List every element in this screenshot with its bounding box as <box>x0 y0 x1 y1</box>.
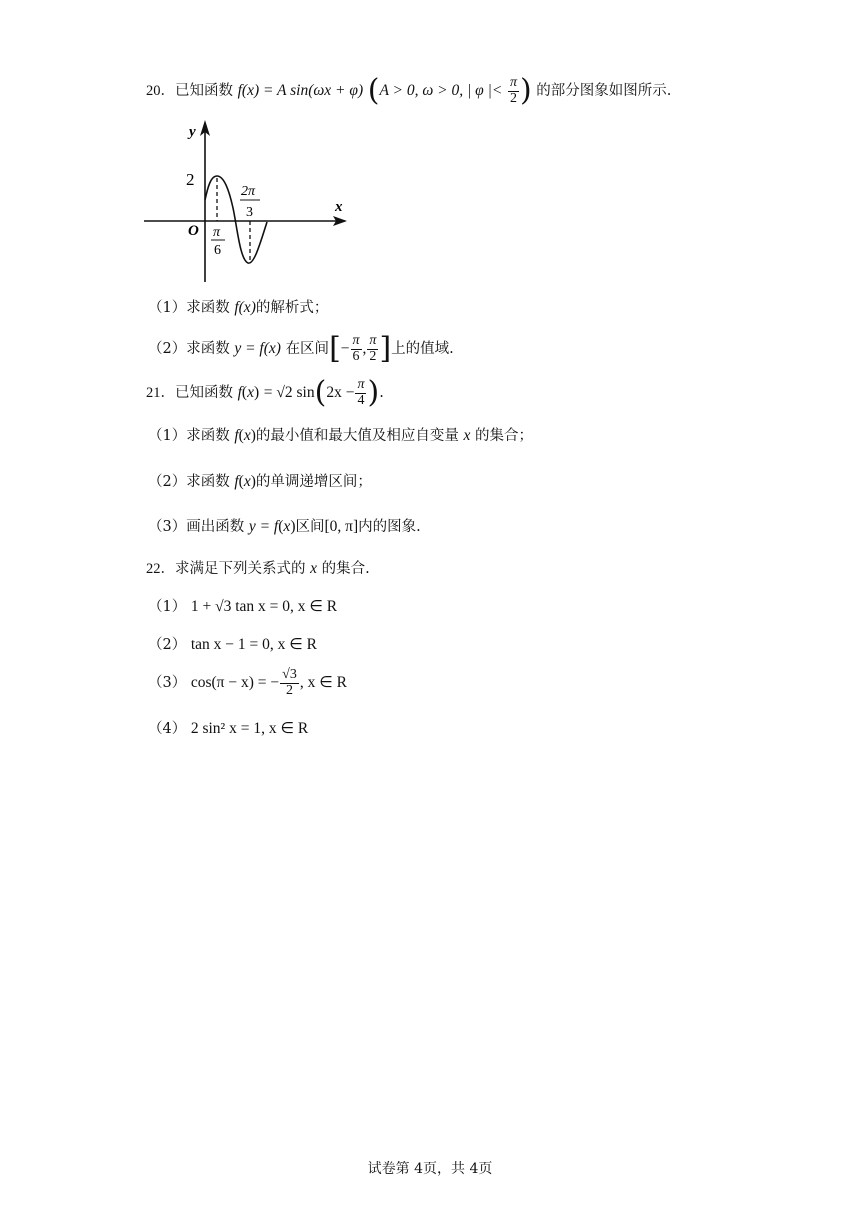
frac-num: π <box>352 333 360 348</box>
frac-num: π <box>509 75 517 90</box>
tick-pi6-num: π <box>213 225 221 240</box>
page-footer: 试卷第 4页，共 4页 <box>367 1161 493 1177</box>
item-label: （4） <box>148 721 187 737</box>
paren: ( <box>238 427 244 444</box>
q20-cond-fraction <box>508 76 519 106</box>
tick-2pi3-den: 3 <box>246 205 253 220</box>
bracket-close: ] <box>352 518 359 535</box>
sub-label: （1） <box>148 300 187 316</box>
sub-x: x <box>283 518 291 535</box>
y-axis-label: y <box>189 124 196 140</box>
q21-sub2 <box>148 473 372 492</box>
interval-frac-1 <box>351 334 362 364</box>
bracket-open: [ <box>329 331 341 367</box>
q20-prefix: 已知函数 <box>175 83 233 100</box>
item-fraction <box>280 668 299 698</box>
sub-text: 画出函数 <box>186 519 245 535</box>
sub-label: （3） <box>148 519 187 535</box>
q22-item-3 <box>148 668 347 698</box>
q21-sub1 <box>148 427 533 446</box>
frac-den: 2 <box>369 348 377 364</box>
item-label: （3） <box>148 675 187 692</box>
item-expr: 2 sin² x = 1, x ∈ R <box>190 720 309 737</box>
sub-var: x <box>463 427 471 444</box>
frac-num: √3 <box>282 667 297 682</box>
sub-x: x <box>243 473 251 490</box>
q20-condition: A > 0, ω > 0, | φ |< <box>379 82 503 100</box>
x-axis-label: x <box>335 199 343 215</box>
paren: ( <box>238 473 244 490</box>
item-expr: 1 + √3 tan x = 0, x ∈ R <box>190 598 338 615</box>
item-expr: cos(π − x) = − <box>190 674 280 692</box>
q20-sub2 <box>148 331 454 367</box>
q20-stem <box>146 73 672 109</box>
q22-item-1 <box>148 598 337 617</box>
q21-rhs: = √2 sin <box>263 384 315 402</box>
sub-text: 求函数 <box>186 341 230 358</box>
sub-interval: 0, π <box>329 518 353 535</box>
tick-2pi3-num: 2π <box>241 184 256 199</box>
q22-item-4 <box>148 720 308 739</box>
frac-num: π <box>357 377 365 392</box>
q21-end: . <box>379 385 384 402</box>
q22-text: 求满足下列关系式的 <box>175 561 306 577</box>
paren: ) <box>290 518 296 535</box>
interval-frac-2 <box>367 334 378 364</box>
q22-var: x <box>310 560 317 577</box>
q20-number: 20． <box>146 83 175 100</box>
paren: ) <box>253 384 260 402</box>
bracket-close: ] <box>379 331 392 367</box>
item-label: （2） <box>148 637 187 653</box>
q20-sub1 <box>148 299 328 318</box>
q21-fraction <box>355 378 366 408</box>
sub-label: （2） <box>148 341 187 358</box>
sub-f: f <box>234 473 239 490</box>
q21-stem <box>146 375 384 411</box>
frac-den: 2 <box>285 682 293 698</box>
sub-text: 上的值域. <box>391 341 454 358</box>
sub-f: f <box>234 427 239 444</box>
sub-text: 的解析式； <box>255 300 329 316</box>
item-expr: tan x − 1 = 0, x ∈ R <box>190 636 317 653</box>
item-expr: , x ∈ R <box>299 674 347 692</box>
sub-text: 求函数 <box>186 428 230 444</box>
paren: ( <box>241 384 248 402</box>
paren: ) <box>250 427 256 444</box>
comma: , <box>362 340 367 358</box>
paren: ) <box>250 473 256 490</box>
q22-stem <box>146 560 370 579</box>
paren: ( <box>278 518 284 535</box>
sub-text: 的最小值和最大值及相应自变量 <box>255 428 459 444</box>
paren-open: ( <box>314 375 327 411</box>
q20-function: f(x) = A sin(ωx + φ) <box>237 82 364 100</box>
q21-number: 21． <box>146 385 175 402</box>
bracket-open: [ <box>324 518 330 535</box>
q21-inner: 2x − <box>326 384 355 402</box>
paren-open: ( <box>367 73 380 109</box>
sub-text: 的集合； <box>475 428 533 444</box>
sine-graph <box>140 112 360 288</box>
frac-num: π <box>369 333 377 348</box>
q22-text: 的集合. <box>321 561 370 577</box>
tick-pi6-den: 6 <box>214 243 221 258</box>
q21-prefix: 已知函数 <box>175 385 233 402</box>
frac-den: 6 <box>352 348 360 364</box>
item-label: （1） <box>148 599 187 615</box>
sub-text: 区间 <box>295 519 325 535</box>
minus: − <box>340 340 350 358</box>
sub-text: 的单调递增区间； <box>255 474 372 490</box>
sub-expr: y = f <box>248 518 279 535</box>
frac-den: 4 <box>357 392 365 408</box>
sub-x: x <box>243 427 251 444</box>
max-value-label: 2 <box>186 170 195 189</box>
q22-item-2 <box>148 636 317 655</box>
sub-text: 求函数 <box>186 474 230 490</box>
sub-label: （2） <box>148 474 187 490</box>
sub-text: 在区间 <box>285 341 330 358</box>
sub-expr: y = f(x) <box>234 340 281 358</box>
q21-f: f <box>237 384 242 402</box>
q21-x: x <box>247 384 254 402</box>
sub-text: 内的图象. <box>358 519 421 535</box>
q22-number: 22． <box>146 561 175 577</box>
sub-expr: f(x) <box>234 299 256 316</box>
origin-label: O <box>188 223 199 239</box>
q21-sub3 <box>148 518 421 537</box>
paren-close: ) <box>519 73 532 109</box>
sub-text: 求函数 <box>186 300 230 316</box>
frac-den: 2 <box>509 90 517 106</box>
paren-close: ) <box>367 375 380 411</box>
q20-suffix: 的部分图象如图所示. <box>536 83 672 100</box>
sub-label: （1） <box>148 428 187 444</box>
